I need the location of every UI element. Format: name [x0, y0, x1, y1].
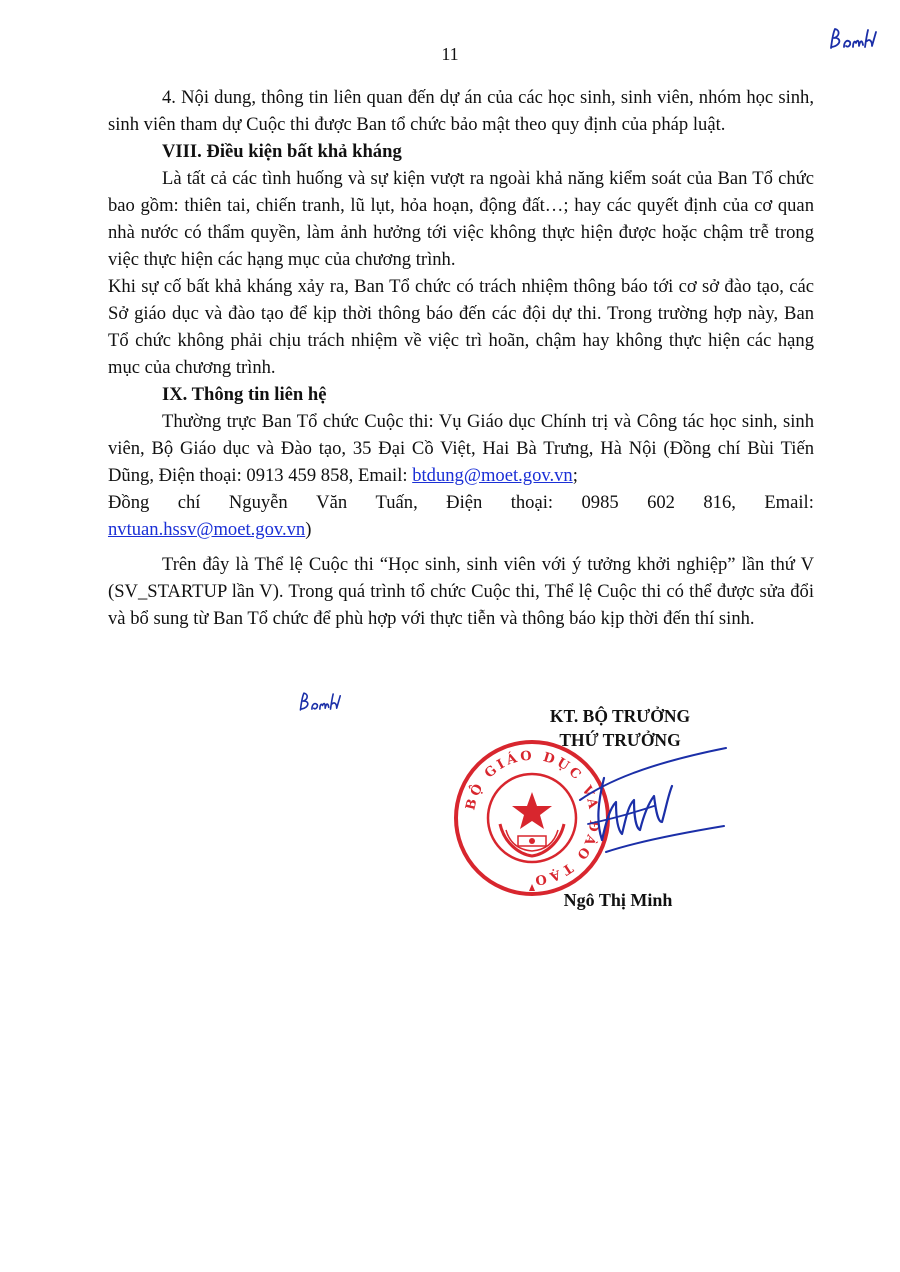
- contact-intro: [108, 408, 814, 489]
- handwritten-signature: [576, 742, 736, 887]
- contact-email-line: [108, 516, 814, 543]
- heading-force-majeure: VIII. Điều kiện bất khả kháng: [162, 141, 402, 162]
- inline-initial-signature: [296, 688, 342, 716]
- contact-word: Điện: [446, 492, 483, 513]
- email-link-nvtuan[interactable]: nvtuan.hssv@moet.gov.vn: [108, 519, 306, 540]
- email-link-btdung[interactable]: btdung@moet.gov.vn: [412, 465, 573, 486]
- contact-word: 816,: [703, 492, 736, 513]
- signature-title-line2: THỨ TRƯỞNG: [559, 730, 681, 750]
- contact-paragraph: [108, 408, 814, 543]
- contact-word: chí: [177, 492, 201, 513]
- contact-word: Tuấn,: [375, 492, 418, 513]
- email-separator: ;: [572, 465, 578, 486]
- heading-contact-info: IX. Thông tin liên hệ: [162, 384, 327, 405]
- document-body: [108, 84, 814, 632]
- contact-word: 602: [647, 492, 675, 513]
- contact-intro-text: Thường trực Ban Tổ chức Cuộc thi: Vụ Giáo dục Chính trị và Công tác học sinh, sinh viên, Bộ Giáo dục và Đào tạo, 35 Đại Cồ Việt, Hai Bà Trưng, Hà Nội (Đồng chí Bùi Tiến Dũng, Điện thoại: 0913 459 858, Email:: [108, 411, 814, 486]
- signer-name: Ngô Thị Minh: [563, 890, 673, 910]
- contact-word: 0985: [581, 492, 619, 513]
- page-number: 11: [441, 44, 459, 64]
- paragraph-confidentiality: 4. Nội dung, thông tin liên quan đến dự án của các học sinh, sinh viên, nhóm học sinh, sinh viên tham dự Cuộc thi được Ban tổ chức bảo mật theo quy định của pháp luật.: [108, 87, 814, 135]
- contact-line-nguyen-van-tuan: [108, 489, 814, 516]
- header-initial-signature: [826, 24, 878, 54]
- contact-word: Văn: [316, 492, 348, 513]
- contact-close-paren: ): [305, 519, 312, 540]
- paragraph-force-majeure-procedure: Khi sự cố bất khả kháng xảy ra, Ban Tổ chức có trách nhiệm thông báo tới cơ sở đào tạo, các Sở giáo dục và đào tạo để kịp thời thông báo đến các đội dự thi. Trong trường hợp này, Ban Tổ chức không phải chịu trách nhiệm về việc trì hoãn, chậm hay không thực hiện các hạng mục của chương trình.: [108, 276, 814, 378]
- paragraph-force-majeure-definition: Là tất cả các tình huống và sự kiện vượt ra ngoài khả năng kiểm soát của Ban Tổ chức bao gồm: thiên tai, chiến tranh, lũ lụt, hỏa hoạn, động đất…; hay các quyết định của cơ quan nhà nước có thẩm quyền, làm ảnh hưởng tới việc không thực hiện được hoặc chậm trễ trong việc thực hiện các hạng mục của chương trình.: [108, 168, 814, 270]
- contact-word: Nguyễn: [228, 492, 288, 513]
- signature-title-line1: KT. BỘ TRƯỞNG: [549, 706, 691, 726]
- paragraph-closing: Trên đây là Thể lệ Cuộc thi “Học sinh, sinh viên với ý tưởng khởi nghiệp” lần thứ V (SV_STARTUP lần V). Trong quá trình tổ chức Cuộc thi, Thể lệ Cuộc thi có thể được sửa đổi và bổ sung từ Ban Tổ chức để phù hợp với thực tiễn và thông báo kịp thời đến thí sinh.: [108, 554, 814, 629]
- svg-text:BỘ GIÁO DỤC VÀ ĐÀO TẠO: BỘ GIÁO DỤC VÀ ĐÀO TẠO: [463, 748, 602, 888]
- contact-word: thoại:: [510, 492, 554, 513]
- contact-word: Đồng: [108, 492, 150, 513]
- contact-word: Email:: [764, 492, 814, 513]
